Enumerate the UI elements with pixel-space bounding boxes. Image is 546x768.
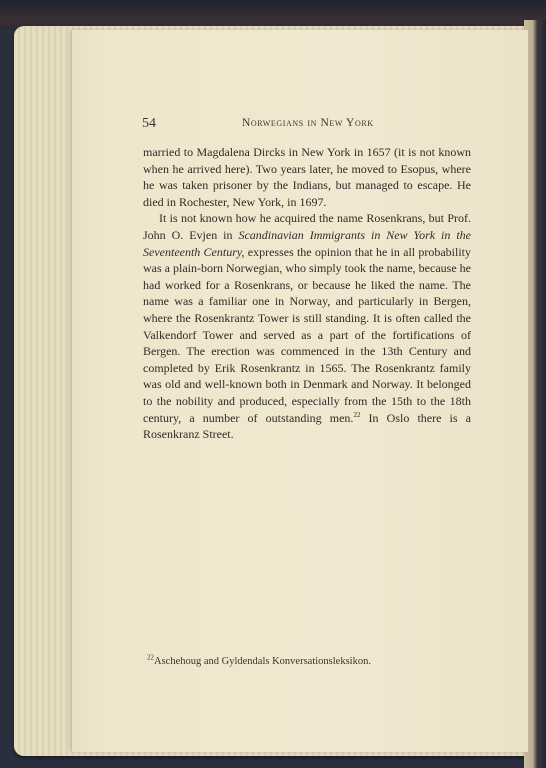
paragraph-2-part-c: In Oslo there is a Rosenkranz Street. — [143, 410, 472, 442]
body-text — [143, 144, 471, 443]
paragraph-1: married to Magdalena Dircks in New York in 1657 (it is not known when he arrived here). Two years later, he moved to Esopus, where he was taken prisoner by the Indians, but managed to escape. He died in Rochester, New York, in 1697. — [143, 145, 471, 209]
footnote-text: Aschehoug and Gyldendals Konversationsleksikon. — [154, 656, 371, 667]
running-head: Norwegians in New York — [242, 117, 374, 129]
paragraph-2-part-a: It is not known how he acquired the name Rosenkrans, but Prof. John O. Evjen in — [143, 211, 471, 242]
page-number: 54 — [142, 116, 156, 131]
book-title-italic: Scandinavian Immigrants in New York in the Seventeenth Century, — [143, 227, 471, 259]
footnote-number: 22 — [147, 653, 154, 662]
paragraph-2 — [143, 210, 471, 442]
page-header — [142, 116, 472, 134]
footnote — [147, 653, 467, 667]
footnote-reference: 22 — [353, 410, 361, 419]
paragraph-2-part-b: expresses the opinion that he in all probability was a plain-born Norwegian, who simply took the name, because he had worked for a Rosenkrans, or because he liked the name. The name was a familiar one in Norway, and particularly in Bergen, where the Rosenkrantz Tower is still standing. It is often called the Valkendorf Tower and served as a part of the fortifications of Bergen. The erection was commenced in the 13th Century and completed by Erik Rosenkrantz in 1565. The Rosenkrantz family was old and well-known both in Denmark and Norway. It belonged to the nobility and produced, especially from the 15th to the 18th century, a number of outstanding men. — [143, 244, 471, 425]
